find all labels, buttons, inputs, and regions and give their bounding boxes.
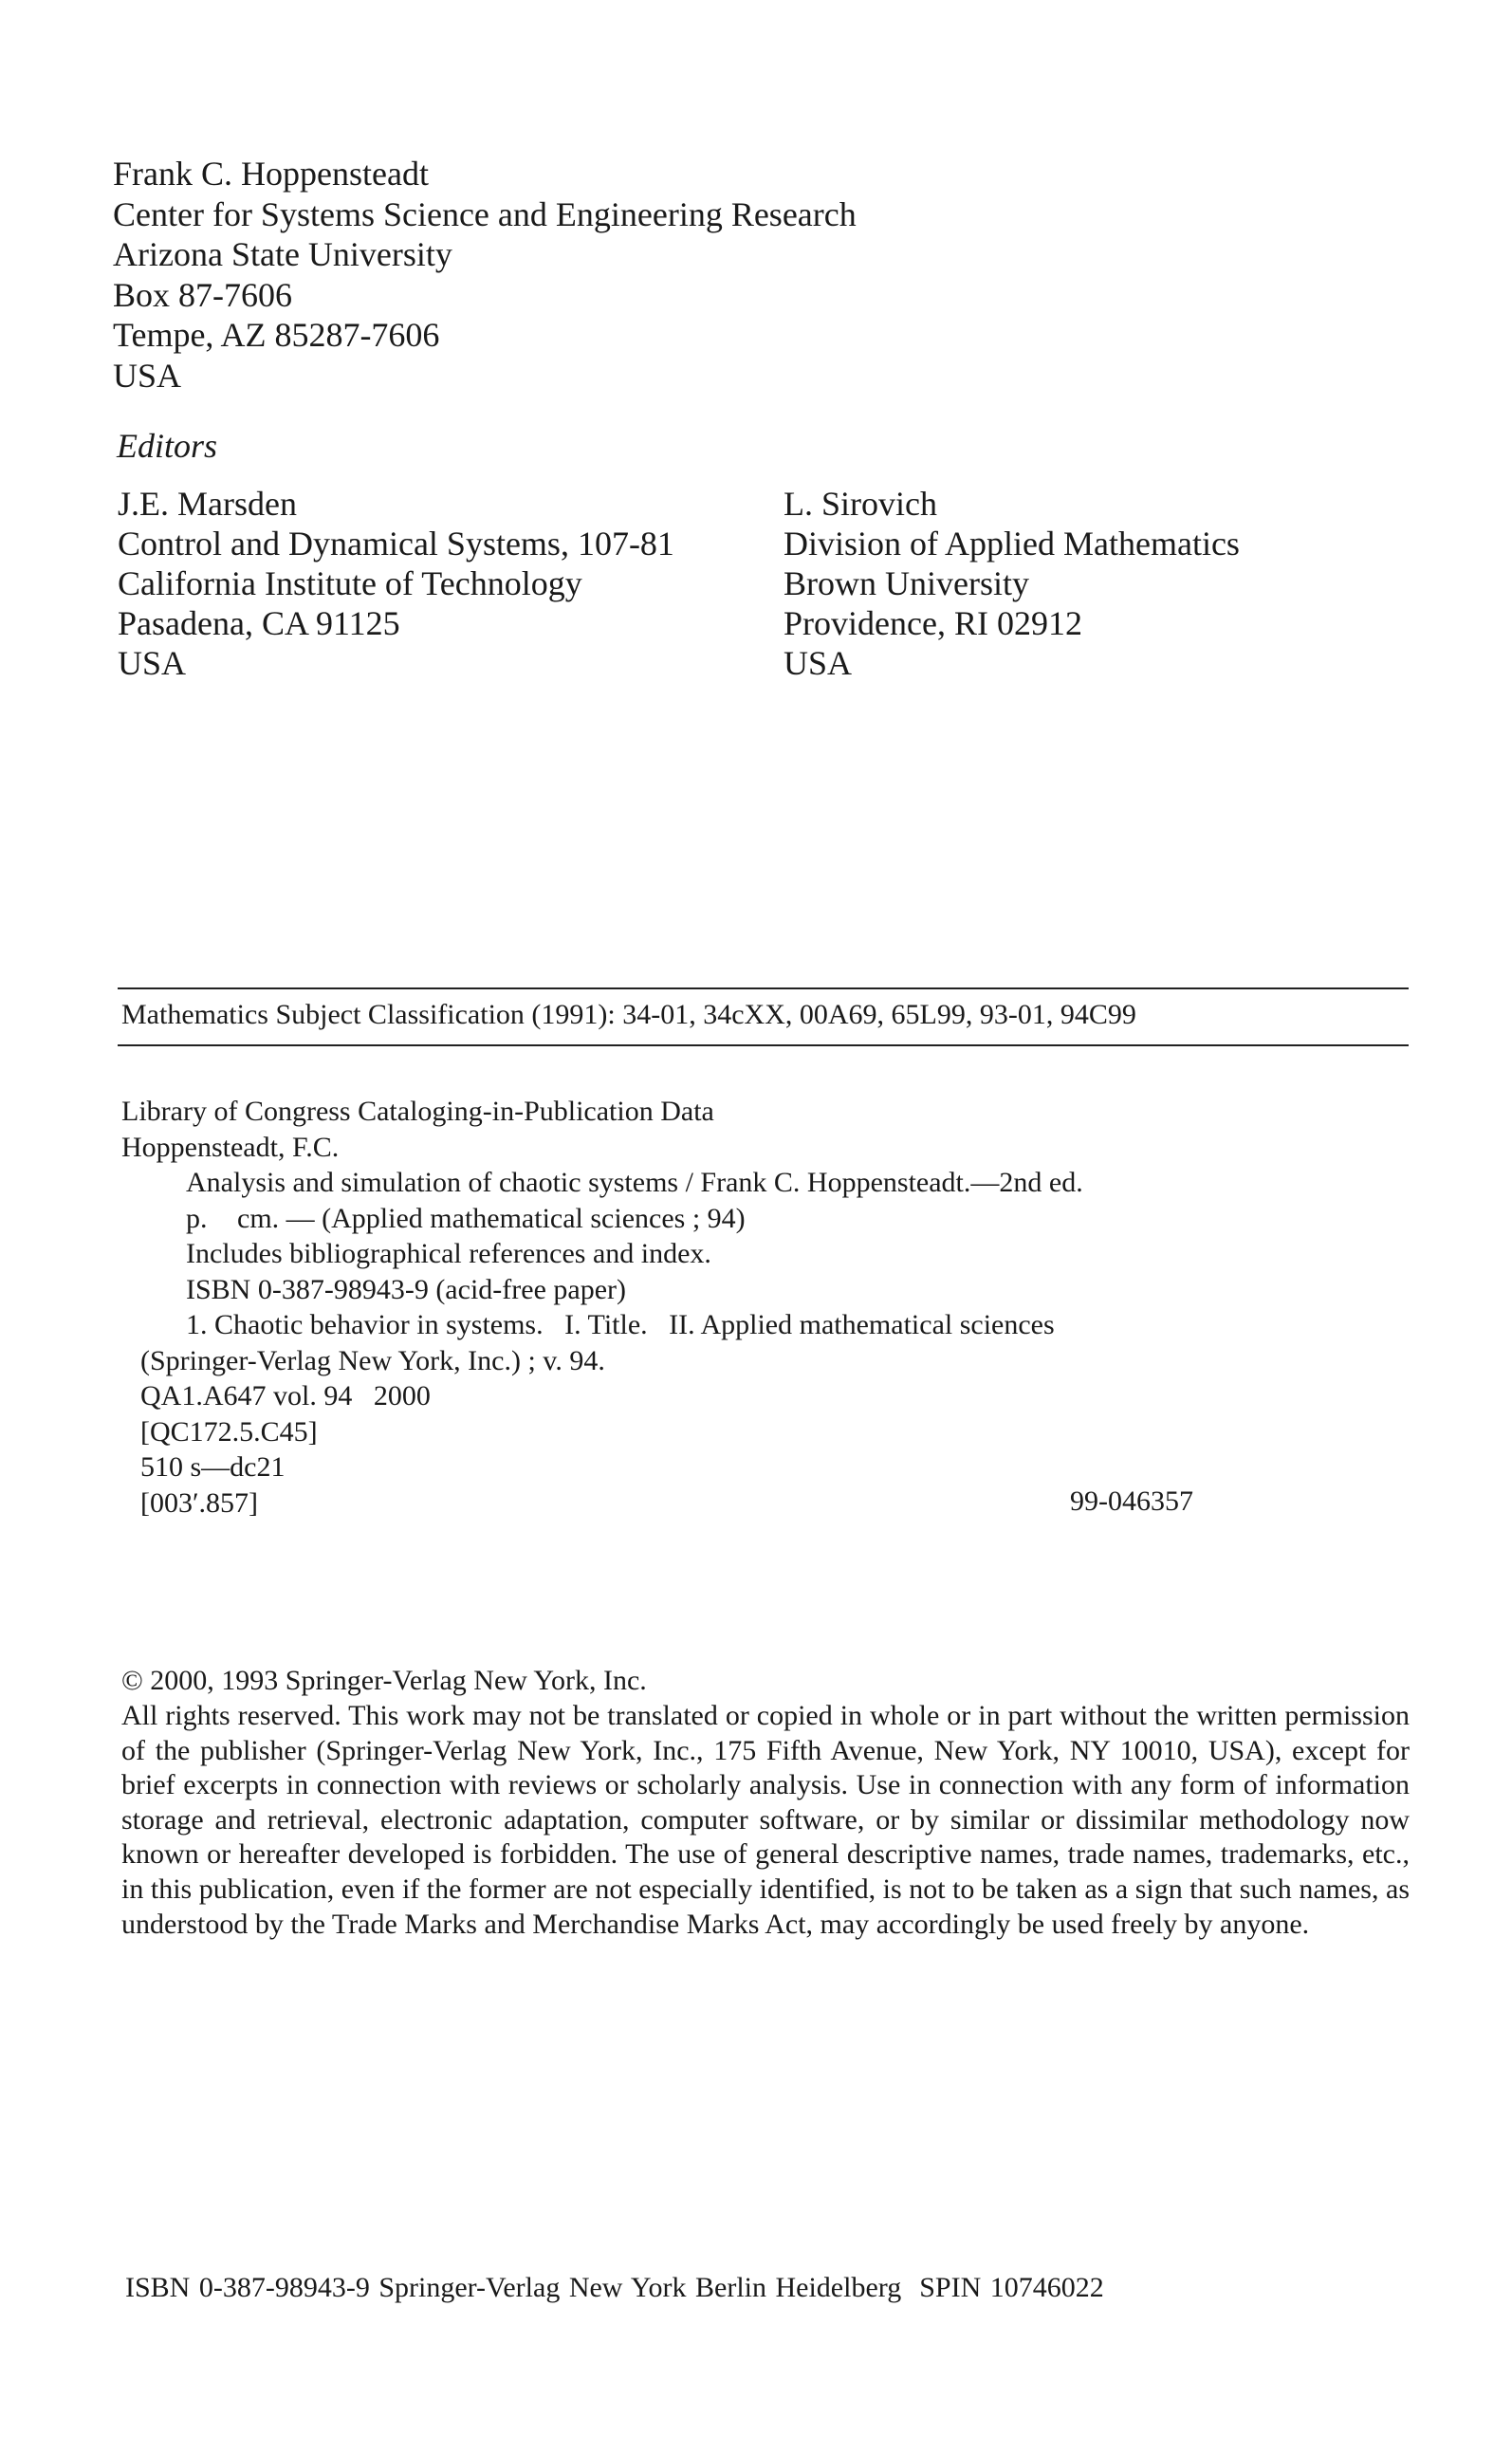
cip-series-line: (Springer-Verlag New York, Inc.) ; v. 94. [140,1344,605,1376]
cip-lc-class: QA1.A647 vol. 94 2000 [140,1380,431,1412]
cip-title-line: Analysis and simulation of chaotic systems / Frank C. Hoppensteadt.—2nd ed. [186,1167,1083,1198]
editor-address-line: Providence, RI 02912 [784,604,1082,642]
editor-address-line: USA [118,644,187,682]
cip-bibliography-note: Includes bibliographical references and index. [186,1238,711,1269]
editor-address-line: Division of Applied Mathematics [784,525,1240,563]
editor-address-line: Brown University [784,564,1029,602]
author-address-line: Tempe, AZ 85287-7606 [113,316,440,354]
rights-paragraph: All rights reserved. This work may not be translated or copied in whole or in part without the written permission of the publisher (Springer-Verlag New York, Inc., 175 Fifth Avenue, New York, NY 10010, USA), except for brief excerpts in connection with reviews or scholarly analysis. Use in connection with any form of information storage and retrieval, electronic adaptation, computer software, or by similar or dissimilar methodology now known or hereafter developed is forbidden. The use of general descriptive names, trade names, trademarks, etc., in this publication, even if the former are not especially identified, is not to be taken as a sign that such names, as understood by the Trade Marks and Merchandise Marks Act, may accordingly be used freely by anyone. [121,1700,1410,1940]
editor-address-line: California Institute of Technology [118,564,582,602]
cip-heading: Library of Congress Cataloging-in-Publication Data [121,1096,714,1127]
editors-heading: Editors [117,427,218,465]
editor-right-block [784,484,1240,683]
editor-name: L. Sirovich [784,485,937,523]
msc-top-rule [118,987,1409,989]
cip-dewey-secondary: [003′.857] [140,1486,259,1519]
cip-author-entry: Hoppensteadt, F.C. [121,1131,340,1163]
cip-block [121,1094,1083,1521]
cip-qc-class: [QC172.5.C45] [140,1415,318,1448]
footer-isbn-line: ISBN 0-387-98943-9 Springer-Verlag New York Berlin Heidelberg SPIN 10746022 [125,2272,1104,2303]
cip-pages-abbrev: p. [186,1202,208,1234]
cip-subjects-line: 1. Chaotic behavior in systems. I. Title. II. Applied mathematical sciences [186,1309,1055,1340]
author-address-line: Arizona State University [113,235,452,273]
cip-isbn-line: ISBN 0-387-98943-9 (acid-free paper) [186,1273,626,1305]
author-address-line: USA [113,356,182,395]
msc-bottom-rule [118,1044,1409,1046]
cip-size-series: cm. — (Applied mathematical sciences ; 94) [237,1202,746,1234]
cip-pagination-line [121,1201,1083,1237]
author-address-line: Center for Systems Science and Engineering Research [113,194,857,233]
editor-address-line: Control and Dynamical Systems, 107-81 [118,525,674,563]
editor-address-line: Pasadena, CA 91125 [118,604,400,642]
cip-lccn: 99-046357 [1070,1485,1193,1517]
msc-classification: Mathematics Subject Classification (1991): 34-01, 34cXX, 00A69, 65L99, 93-01, 94C99 [121,999,1136,1030]
editor-name: J.E. Marsden [118,485,297,523]
editor-left-block [118,484,674,683]
author-name: Frank C. Hoppensteadt [113,155,429,193]
copyright-line: © 2000, 1993 Springer-Verlag New York, Inc. [121,1665,647,1696]
cip-dewey: 510 s—dc21 [140,1451,286,1483]
author-address-block [113,154,857,396]
author-address-line: Box 87-7606 [113,275,292,314]
editor-address-line: USA [784,644,853,682]
